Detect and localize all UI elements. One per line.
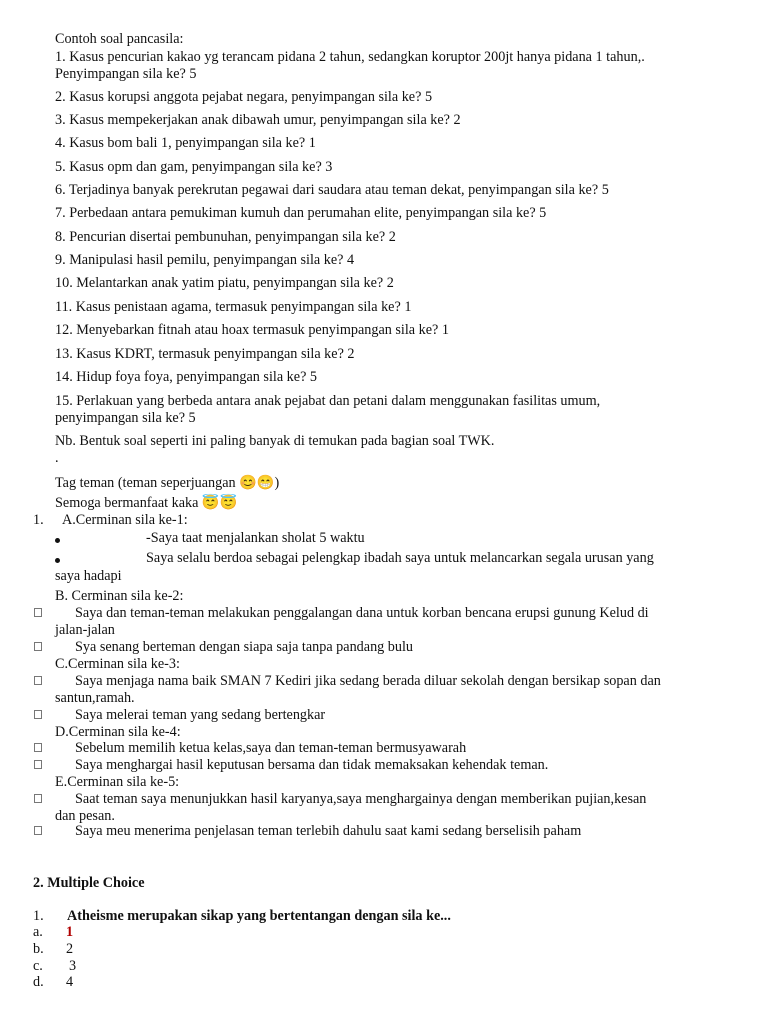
sila-3-item-1-cont: santun,ramah. bbox=[55, 690, 135, 706]
bullet-dot-icon bbox=[55, 558, 60, 563]
sila-3-item-2: Saya melerai teman yang sedang bertengkar bbox=[75, 707, 326, 723]
mc-option-b-letter: b. bbox=[33, 941, 44, 957]
sila-5-item-2: Saya meu menerima penjelasan teman terlebih dahulu saat kami sedang berselisih paham bbox=[75, 823, 582, 839]
checkbox-icon bbox=[34, 743, 42, 752]
question-6: 6. Terjadinya banyak perekrutan pegawai dari saudara atau teman dekat, penyimpangan sila ke? 5 bbox=[55, 182, 609, 198]
mc-option-a-letter: a. bbox=[33, 924, 43, 940]
dot-text: . bbox=[55, 450, 59, 466]
mc-option-b-value: 2 bbox=[66, 941, 74, 957]
sila-4-item-1: Sebelum memilih ketua kelas,saya dan teman-teman bermusyawarah bbox=[75, 740, 467, 756]
mc-question-text: Atheisme merupakan sikap yang bertentangan dengan sila ke... bbox=[67, 908, 451, 924]
sila-2-item-1-cont: jalan-jalan bbox=[55, 622, 115, 638]
question-8: 8. Pencurian disertai pembunuhan, penyimpangan sila ke? 2 bbox=[55, 229, 396, 245]
checkbox-icon bbox=[34, 760, 42, 769]
section-1-number: 1. bbox=[33, 512, 44, 528]
section-2-title: 2. Multiple Choice bbox=[33, 875, 145, 891]
checkbox-icon bbox=[34, 826, 42, 835]
question-7: 7. Perbedaan antara pemukiman kumuh dan perumahan elite, penyimpangan sila ke? 5 bbox=[55, 205, 547, 221]
checkbox-icon bbox=[34, 608, 42, 617]
question-9: 9. Manipulasi hasil pemilu, penyimpangan sila ke? 4 bbox=[55, 252, 355, 268]
question-10: 10. Melantarkan anak yatim piatu, penyimpangan sila ke? 2 bbox=[55, 275, 394, 291]
question-15-line-2: penyimpangan sila ke? 5 bbox=[55, 410, 196, 426]
question-1-line-1: 1. Kasus pencurian kakao yg terancam pidana 2 tahun, sedangkan koruptor 200jt hanya pidana 1 tahun,. bbox=[55, 49, 645, 65]
sila-1-item-1: -Saya taat menjalankan sholat 5 waktu bbox=[146, 530, 365, 546]
sila-4-heading: D.Cerminan sila ke-4: bbox=[55, 724, 181, 740]
sila-2-item-1: Saya dan teman-teman melakukan penggalangan dana untuk korban bencana erupsi gunung Kelud di bbox=[75, 605, 649, 621]
question-15-line-1: 15. Perlakuan yang berbeda antara anak pejabat dan petani dalam menggunakan fasilitas umum, bbox=[55, 393, 601, 409]
bullet-dot-icon bbox=[55, 538, 60, 543]
question-5: 5. Kasus opm dan gam, penyimpangan sila ke? 3 bbox=[55, 159, 333, 175]
question-13: 13. Kasus KDRT, termasuk penyimpangan sila ke? 2 bbox=[55, 346, 355, 362]
checkbox-icon bbox=[34, 710, 42, 719]
question-2: 2. Kasus korupsi anggota pejabat negara, penyimpangan sila ke? 5 bbox=[55, 89, 433, 105]
sila-1-heading: A.Cerminan sila ke-1: bbox=[62, 512, 188, 528]
mc-option-c-value: 3 bbox=[69, 958, 77, 974]
mc-option-d-value: 4 bbox=[66, 974, 74, 990]
sila-4-item-2: Saya menghargai hasil keputusan bersama dan tidak memaksakan kehendak teman. bbox=[75, 757, 549, 773]
sila-2-item-2: Sya senang berteman dengan siapa saja tanpa pandang bulu bbox=[75, 639, 414, 655]
document-heading: Contoh soal pancasila: bbox=[55, 31, 184, 47]
checkbox-icon bbox=[34, 642, 42, 651]
sila-3-heading: C.Cerminan sila ke-3: bbox=[55, 656, 180, 672]
sila-5-item-1-cont: dan pesan. bbox=[55, 808, 115, 824]
sila-3-item-1: Saya menjaga nama baik SMAN 7 Kediri jika sedang berada diluar sekolah dengan bersikap sopan dan bbox=[75, 673, 661, 689]
question-1-line-2: Penyimpangan sila ke? 5 bbox=[55, 66, 197, 82]
mc-option-d-letter: d. bbox=[33, 974, 44, 990]
sila-5-heading: E.Cerminan sila ke-5: bbox=[55, 774, 180, 790]
question-14: 14. Hidup foya foya, penyimpangan sila ke? 5 bbox=[55, 369, 318, 385]
mc-option-c-letter: c. bbox=[33, 958, 43, 974]
tag-line: Tag teman (teman seperjuangan 😊😁) bbox=[55, 475, 280, 491]
question-3: 3. Kasus mempekerjakan anak dibawah umur, penyimpangan sila ke? 2 bbox=[55, 112, 461, 128]
checkbox-icon bbox=[34, 676, 42, 685]
closing-line: Semoga bermanfaat kaka 😇😇 bbox=[55, 495, 238, 511]
sila-1-item-2-cont: saya hadapi bbox=[55, 568, 122, 584]
mc-question-number: 1. bbox=[33, 908, 44, 924]
checkbox-icon bbox=[34, 794, 42, 803]
sila-5-item-1: Saat teman saya menunjukkan hasil karyanya,saya menghargainya dengan memberikan pujian,kesan bbox=[75, 791, 647, 807]
mc-option-a-value: 1 bbox=[66, 924, 74, 940]
question-11: 11. Kasus penistaan agama, termasuk penyimpangan sila ke? 1 bbox=[55, 299, 412, 315]
question-12: 12. Menyebarkan fitnah atau hoax termasuk penyimpangan sila ke? 1 bbox=[55, 322, 449, 338]
question-4: 4. Kasus bom bali 1, penyimpangan sila ke? 1 bbox=[55, 135, 316, 151]
note-text: Nb. Bentuk soal seperti ini paling banyak di temukan pada bagian soal TWK. bbox=[55, 433, 495, 449]
sila-2-heading: B. Cerminan sila ke-2: bbox=[55, 588, 184, 604]
sila-1-item-2: Saya selalu berdoa sebagai pelengkap ibadah saya untuk melancarkan segala urusan yang bbox=[146, 550, 654, 566]
